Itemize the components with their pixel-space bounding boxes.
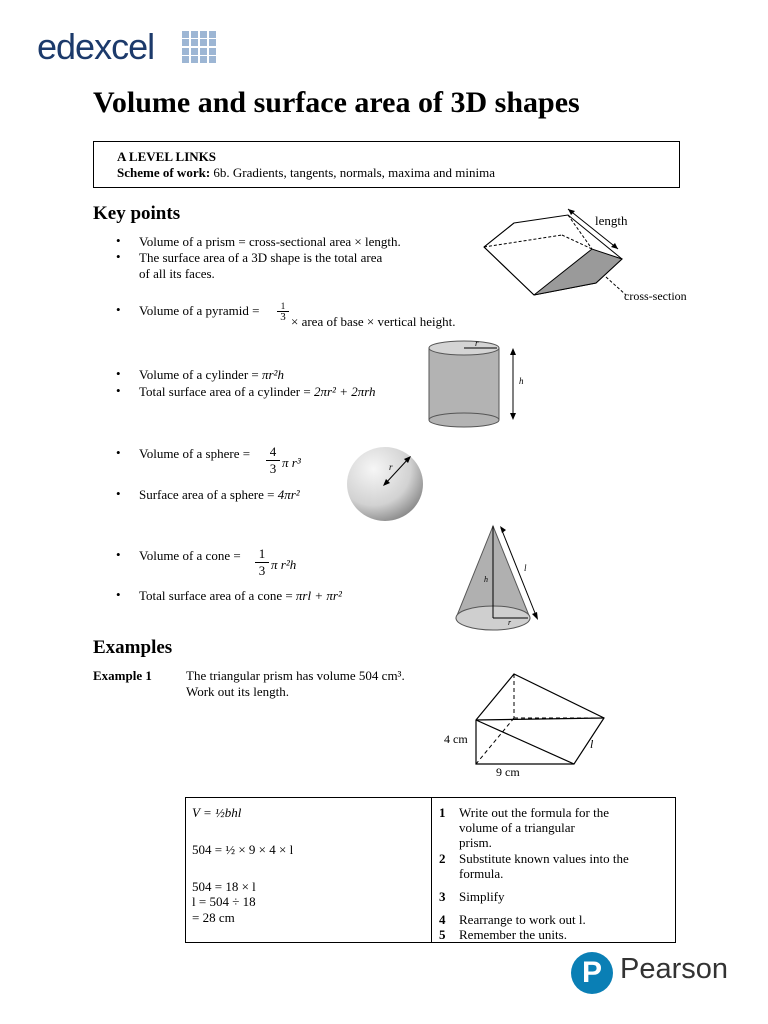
- example-1-line-1: The triangular prism has volume 504 cm³.: [186, 668, 405, 683]
- cylinder-h-label: h: [519, 376, 524, 386]
- sphere-den: 3: [266, 460, 280, 477]
- step-5-number: 5: [439, 927, 446, 942]
- cyl-sa-prefix: Total surface area of a cylinder =: [139, 384, 314, 399]
- examples-heading: Examples: [93, 637, 173, 658]
- bullet-icon: •: [116, 366, 121, 381]
- bullet-icon: •: [116, 486, 121, 501]
- cone-vol-suffix: π r²h: [271, 557, 297, 572]
- cone-sa-formula: πrl + πr²: [295, 588, 342, 603]
- work-line-2: 504 = ½ × 9 × 4 × l: [192, 842, 294, 857]
- sphere-r-label: r: [389, 462, 393, 472]
- sphere-fraction: [266, 444, 280, 477]
- prism-volume-text: Volume of a prism = cross-sectional area × length.: [139, 234, 401, 249]
- sphere-diagram: [345, 446, 427, 526]
- cone-sa-prefix: Total surface area of a cone =: [139, 588, 296, 603]
- example-1-label: Example 1: [93, 668, 152, 683]
- sphere-vol-suffix: π r³: [282, 455, 301, 470]
- step-3-number: 3: [439, 889, 446, 904]
- work-line-5: = 28 cm: [192, 910, 235, 925]
- bullet-icon: •: [116, 233, 121, 248]
- cone-r-label: r: [508, 618, 512, 627]
- work-line-4: l = 504 ÷ 18: [192, 894, 256, 909]
- length-l-label: l: [590, 737, 594, 751]
- triangular-prism-diagram: [440, 670, 610, 782]
- bullet-icon: •: [116, 547, 121, 562]
- cross-section-pointer: [606, 277, 626, 295]
- bullet-icon: •: [116, 587, 121, 602]
- scheme-text: 6b. Gradients, tangents, normals, maxima and minima: [213, 165, 496, 180]
- cross-section-label: cross-section: [624, 289, 687, 303]
- bullet-icon: •: [116, 445, 121, 460]
- work-line-1: V = ½bhl: [192, 805, 242, 820]
- pyramid-fraction: [277, 301, 289, 322]
- edexcel-logo-text: edexcel: [37, 26, 155, 67]
- cone-diagram: [450, 520, 545, 640]
- scheme-label: Scheme of work:: [117, 165, 211, 180]
- sphere-sa-formula: 4πr²: [277, 487, 300, 502]
- cone-vol-prefix: Volume of a cone =: [139, 548, 241, 563]
- cylinder-volume: [139, 367, 284, 383]
- base-9cm-label: 9 cm: [496, 765, 520, 779]
- cone-surface-area: [139, 588, 342, 604]
- step-2-number: 2: [439, 851, 446, 866]
- step-5-text-1: Remember the units.: [459, 927, 567, 942]
- work-line-3: 504 = 18 × l: [192, 879, 256, 894]
- cone-num: 1: [258, 546, 266, 561]
- sphere-num: 4: [269, 444, 277, 459]
- cyl-vol-formula: πr²h: [261, 367, 284, 382]
- pyramid-suffix: × area of base × vertical height.: [291, 314, 456, 329]
- pyramid-num: 1: [280, 301, 286, 311]
- length-label: length: [595, 213, 628, 228]
- a-level-links-heading: A LEVEL LINKS: [117, 149, 216, 164]
- step-4-number: 4: [439, 912, 446, 927]
- step-1-text-2: volume of a triangular: [459, 820, 575, 835]
- step-1-number: 1: [439, 805, 446, 820]
- step-1-text-3: prism.: [459, 835, 492, 850]
- step-4-text-1: Rearrange to work out l.: [459, 912, 586, 927]
- surface-area-text-1: The surface area of a 3D shape is the total area: [139, 250, 383, 265]
- pearson-logo-text: Pearson: [620, 953, 729, 985]
- scheme-of-work-line: [117, 165, 495, 181]
- cross-section-face: [534, 249, 622, 295]
- step-1-text-1: Write out the formula for the: [459, 805, 610, 820]
- key-points-heading: Key points: [93, 203, 181, 224]
- step-3-text-1: Simplify: [459, 889, 505, 904]
- example-1-line-2: Work out its length.: [186, 684, 289, 699]
- cone-l-label: l: [524, 563, 527, 573]
- bullet-icon: •: [116, 249, 121, 264]
- cone-h-label: h: [484, 575, 488, 584]
- bullet-icon: •: [116, 383, 121, 398]
- page-title: Volume and surface area of 3D shapes: [93, 86, 580, 119]
- cyl-sa-formula: 2πr² + 2πrh: [313, 384, 376, 399]
- bullet-icon: •: [116, 302, 121, 317]
- sphere-surface-area: [139, 487, 300, 503]
- prism-diagram: [478, 205, 698, 305]
- surface-area-text-2: of all its faces.: [139, 266, 215, 281]
- cylinder-surface-area: [139, 384, 376, 400]
- sphere-sa-prefix: Surface area of a sphere =: [139, 487, 278, 502]
- pearson-logo-icon: P: [571, 952, 613, 994]
- step-2-text-2: formula.: [459, 866, 504, 881]
- edexcel-logo-grid-icon: [182, 31, 216, 63]
- pyramid-den: 3: [277, 311, 289, 322]
- cylinder-r-label: r: [475, 338, 479, 348]
- cyl-vol-prefix: Volume of a cylinder =: [139, 367, 262, 382]
- cone-fraction: [255, 546, 269, 579]
- sphere-vol-prefix: Volume of a sphere =: [139, 446, 251, 461]
- pyramid-prefix: Volume of a pyramid =: [139, 303, 260, 318]
- step-2-text-1: Substitute known values into the: [459, 851, 629, 866]
- height-4cm-label: 4 cm: [444, 732, 468, 746]
- cylinder-diagram: [425, 338, 535, 428]
- solution-divider: [431, 797, 432, 943]
- cone-den: 3: [255, 562, 269, 579]
